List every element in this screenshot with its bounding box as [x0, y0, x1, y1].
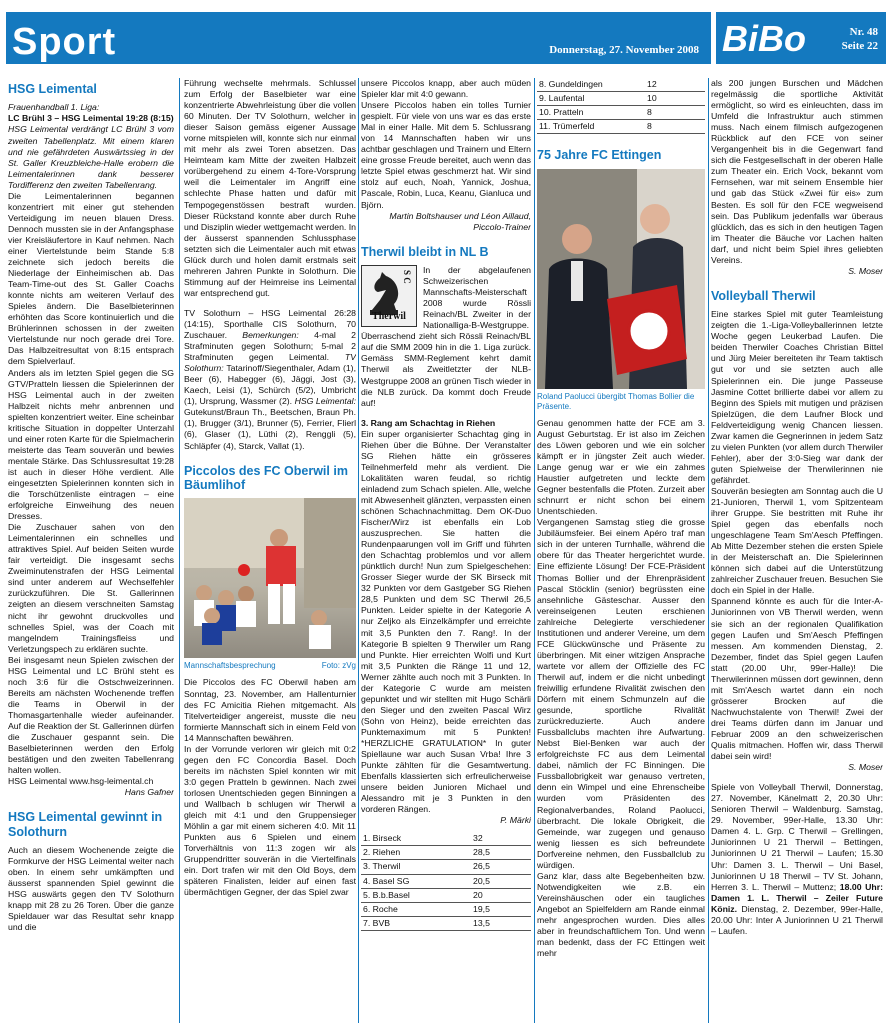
paragraph: Auch an diesem Wochenende zeigte die Formkurve der HSG Leimental weiter nach oben. In einem sehr umkämpften und äusserst spannenden Spiel gewinnt die HSG auswärts gegen den TV Solothurn knapp mit 28 zu 26 Toren. Über die ganze Spieldauer war das Resultat sehr knapp und die [8, 845, 174, 933]
club-link[interactable]: HSG Leimental www.hsg-leimental.ch [8, 776, 154, 787]
article-title-piccolos: Piccolos des FC Oberwil im Bäumlihof [184, 463, 348, 492]
paragraph: Bei insgesamt neun Spielen zwischen der HSG Leimental und LC Brühl steht es noch 3:6 für die Ostschweizerinnen. Bereits am nächsten Wochenende treffen die Teams in Oberwil in der Thomasgartenhalle wieder aufeinander. Auf die Reaktion der St. Gallerinnen dürfen die Zuschauer gespannt sein. Die Baselbieterinnen werden den Erfolg bestätigen und den zweiten Tabellenrang halten wollen. [8, 654, 174, 776]
paragraph: Genau genommen hatte der FCE am 3. August Geburtstag. Er ist also im Zeichen des Löwen geboren und wie ein solcher kämpft er in jüngster Zeit auch wieder. Lange genug war er wie ein zahmes Haustier aufgetreten und leckte dem Gegner bestenfalls die Pfoten. Zurzeit aber schnurrt er nicht schon bei einem Unentschieden. [537, 417, 705, 517]
article-title-volleyball: Volleyball Therwil [711, 288, 816, 303]
photo-caption: Roland Paolucci übergibt Thomas Bollier die Präsente. [537, 391, 695, 411]
paragraph: Die Zuschauer sahen von den Leimentalerinnen ein schnelles und attraktives Spiel. Auf beiden Seiten wurde fair verteidigt. Die insgesamt sechs Zweiminutenstrafen der HSG Leimental sind unter anderem auf Wechselfehler zurückzuführen. Die St. Gallerinnen zeigten an diesem verschneiten Samstag nicht ihr gewohnt druckvolles und schnelles Spiel, was der Coach mit mangelndem Trainingsfleiss und Verletzungspech zu erklären suchte. [8, 522, 174, 654]
page-number: Seite 22 [841, 39, 878, 52]
column-rule [179, 78, 180, 1023]
photo-credit: Foto: zVg [321, 661, 356, 671]
issue-number [842, 26, 878, 54]
paragraph: Die Piccolos des FC Oberwil haben am Sonntag, 23. November, am Hallenturnier des FC Amicitia Riehen mitgemacht. Als Titelverteidiger angereist, musste die neu formierte Mannschaft sich in einem Feld von 14 Mannschaften bewähren. [184, 677, 356, 743]
author: Hans Gafner [124, 787, 174, 798]
article-title-solothurn: HSG Leimental gewinnt in Solothurn [8, 810, 163, 839]
paragraph: Spannend könnte es auch für die Inter-A-Juniorinnen von VB Therwil werden, wenn sie sich an der regionalen Qualifikation gegen Laufen und Sm'Aesch Pfeffingen messen. Am kommenden Dienstag, 2. Dezember, findet das Spiel gegen Laufen statt (20.00 Uhr, 99er-Halle)! Die Therwilerinnen müssen dort gewinnen, denn mit Sm'Aesch wartet dann ein noch grösserer Brocken auf die Nachwuchstalente von Therwil! Zwei der drei Teams dürfen dann im Januar und Februar 2009 an den schweizerischen Qualis mitmachen. Hoffen wir, dass Therwil dabei sein wird! [711, 596, 883, 762]
photo-caption: Mannschaftsbesprechung [184, 661, 276, 671]
schedule-text: Spiele von Volleyball Therwil, Donnerstag, 27. November, Känelmatt 2, 20.30 Uhr: Senioren Therwil – Waldenburg. Samstag, 29. November, 99er-Halle, 13.30 Uhr: Damen 4. L. Grp. C Therwil – Grellingen, Juniorinnen U 21 Therwil – Bettingen, Juniorinnen U 21 Therwil – Laufen; 15.30 Uhr: Damen 3. L. Therwil – Uni Basel, Juniorinnen U 18 Therwil – TV St. Johann, Herren 3. L. Therwil – Muttenz; [711, 782, 883, 892]
team-points: 12 [645, 78, 705, 92]
team-name: 8. Gundeldingen [537, 78, 645, 92]
paragraph: In der Vorrunde verloren wir gleich mit 0:2 gegen den FC Concordia Basel. Doch bereits im nächsten Spiel konnten wir mit 3:0 gegen Pratteln b gewinnen. Nach zwei torlosen Unentschieden gegen Binningen a und Wallbach b schlugen wir Therwil a gleich mit 4:1 und den Gruppensieger Möhlin a gar mit einem sicheren 4:0. Mit 11 Punkten aus 6 Spielen und einem Torverhältnis von 11:3 zogen wir als Gruppendritter souverän in die Viertelfinals ein. Dort trafen wir mit den Old Boys, dem späteren Finalisten, leider auf einen fast übermächtigen Gegner, der das Spiel zwar [184, 743, 356, 898]
section-header [6, 12, 711, 64]
ranking-row [361, 888, 531, 902]
team-points: 10 [645, 92, 705, 106]
match-result: LC Brühl 3 – HSG Leimental 19:28 (8:15) [8, 113, 174, 124]
team-name: 10. Pratteln [537, 106, 645, 120]
photo-illustration [537, 169, 705, 389]
chess-article [361, 265, 531, 409]
signature: Martin Boltshauser und Léon Aillaud, Piccolo-Trainer [389, 210, 531, 232]
team-name: 2. Riehen [361, 846, 471, 860]
team-name: 9. Laufental [537, 92, 645, 106]
column-4 [537, 78, 705, 1023]
team-points: 28,5 [471, 846, 531, 860]
column-5 [711, 78, 883, 1023]
paragraph: Ein super organisierter Schachtag ging in Riehen über die Bühne. Der Veranstalter SG Riehen hätte ein grösseres Teilnehmerfeld mehr als verdient. Die Lokalitäten waren feudal, so richtig einladend zum Schach spielen. Alle, welche mit Abwesenheit glänzten, verpassten einen schönen Schachnachmittag. Dem OK-Duo Fischer/Wirz ist ebenfalls ein Lob auszusprechen. Sie hatten die Rundenpaarungen voll im Griff und führten den Schachtag problemlos und vor allem pünktlich durch! Nun zum Spielgeschehen: Grosser Sieger wurde der SK Birseck mit 32 Punkten vor dem Gastgeber SG Riehen 28,5 Punkten und dem SC Therwil 26,5 Punkten. Leider spielte in der Kategorie A nur Zeljko als Einzelkämpfer und erreichte mit 3,5 Punkten den 7. Rang!. In der Kategorie B spielten 9 Therwiler um Rang und Punkte. Hier erreichten Wolfi und Kurt mit 3,5 Punkten die Ränge 11 und 12, Werner zählte auch noch mit 3 Punkten. In der Kategorie C wurde am meisten gepunktet und wir stellten mit Hugo Schärli den Sieger und den zweiten Pascal Wirz (Sohn von Heinz), beide erreichten das Punktemaximum mit 5 Punkten! *HERZLICHE GRATULATION* In guter Spiellaune war auch Susan Vrba! Ihre 3 Punkte zählten für die Gesamtwertung. Ebenfalls klassierten sich erfreulicherweise unsere beiden Junioren Michael und Alessandro mit je 3 Punkten in den vorderen Rängen. [361, 428, 531, 815]
label-team-a: TV Solothurn: [184, 352, 356, 374]
bibo-logo: BiBo [722, 18, 806, 59]
subheading: 3. Rang am Schachtag in Riehen [361, 417, 496, 428]
remarks-text: 4-mal 2 Strafminuten gegen Solothurn; 5-mal 2 Strafminuten gegen Leimental. [184, 330, 356, 363]
paragraph: Die Leimentalerinnen begannen konzentriert mit einer gut stehenden Verteidigung im neuen blauen Dress. Dennoch mussten sie in der Anfangsphase vier Kreisläufertore in Kauf nehmen. Nach einer Viertelstunde beim Stande 5:8 zeichnete sich jedoch bereits die Niederlage der Einheimischen ab. Das Team-Time-out des St. Galler Coachs konnte nichts am weiteren Verlauf des Spieles ändern. Die Baselbieterinnen erhöhten das Score kontinuierlich und die Brühlerinnen schossen in der zweiten Viertelstunde nur noch gerade drei Tore. Das Halbzeitresultat von 8:15 entsprach dem Spielverlauf. [8, 190, 174, 367]
column-1 [8, 78, 174, 1023]
issue-nr: Nr. 48 [849, 26, 878, 38]
ranking-row [361, 846, 531, 860]
team-name: 3. Therwil [361, 860, 471, 874]
column-rule [534, 78, 535, 1023]
article-lead: HSG Leimental verdrängt LC Brühl 3 vom zweiten Tabellenplatz. Mit einem klaren und nie gefährdeten Auswärtssieg in der St. Galler Kreuzbleiche-Halle erobern die Leimentalerinnen dank besserer Tordifferenz den zweiten Tabellenrang. [8, 124, 174, 190]
paragraph: Unsere Piccolos haben ein tolles Turnier gespielt. Für viele von uns war es das erste Mal in einer Halle. Mit dem 5. Schlussrang von 14 Mannschaften haben wir uns achtbar geschlagen und Trainern und Eltern eine grosse Freude bereitet, auch wenn das letzte Spiel etwas geschmerzt hat. Wir sind stolz auf euch, Noah, Yannick, Joshua, Pascale, Robin, Luca, Keanu, Gianluca und Björn. [361, 100, 531, 210]
photo-caption-row [537, 392, 705, 412]
team-name: 5. B.b.Basel [361, 888, 471, 902]
article-title-therwil: Therwil bleibt in NL B [361, 244, 489, 259]
paragraph: Führung wechselte mehrmals. Schlussel zum Erfolg der Baselbieter war eine konzentrierte Abwehrleistung über die vollen 60 Minuten. Der TV Solothurn, welcher in dieser Saison gemäss eigener Aussage vorne mitspielen will, konnte sich nur einmal mit mehr als zwei Toren absetzen. Das Heimteam kam Mitte der zweiten Halbzeit vorübergehend zu einem 4-Tore-Vorsprung weil die Leimentaler im Angriff eine schlechte Phase hatten und dafür mit Tempogegenstössen bestraft wurden. Dieser Rückstand konnte aber durch Ruhe und Disziplin wieder wettgemacht werden. In der äusserst spannenden Schlussphase setzten sich die Leimentaler auch mit etwas Glück durch und holen damit erstmals seit mehreren Jahren Punkte in Solothurn. Die Stimmung auf der Heimreise ins Leimental war entsprechend gut. [184, 78, 356, 298]
paragraph: Souverän besiegten am Sonntag auch die U 21-Junioren, Therwil 1, vom Spitzenteam ihrer Gruppe. Sie bestritten mit Ruhe ihr Spiel gegen das ebenfalls noch ungeschlagene Team Sm'Aesch Pfeffingen. Ab Mitte Dezember stehen die ersten Spiele in der Meisterschaft an. Die Spielerinnen können sich dabei auf die Unterstützung zahlreicher Zuschauer freuen. Besuchen Sie doch ein Spiel in der Halle. [711, 485, 883, 596]
team-name: 4. Basel SG [361, 874, 471, 888]
column-rule [708, 78, 709, 1023]
chess-club-logo [361, 265, 417, 327]
column-3 [361, 78, 531, 1023]
paragraph: In der abgelaufenen Schweizerischen Mannschafts-Meisterschaft 2008 wurde Rössli Reinach/BL Zweiter in der Nationalliga-B-Westgruppe. Überraschend zieht sich Rössli Reinach/BL auf die SMM 2009 hin in die 1. Liga zurück. Gemäss SMM-Reglement kehrt damit Therwil als Zweitletzter der NLB-Westgruppe 2008 an grünen Tisch wieder in die NLB zurück. Da kommt doch Freude auf! [361, 265, 531, 408]
team-name: 11. Trümerfeld [537, 120, 645, 134]
schedule [711, 782, 883, 937]
lineup-b: Gutekunst/Braun Th., Beetschen, Braun Ph. (1), Brugger (3/1), Brunner (5), Ferrier, Flierl (6), Glaser (1), Lüthi (2), Renggli (5), Schläpfer (4), Starck, Vallat (1). [184, 407, 356, 451]
schedule-highlight: 18.00 Uhr: Damen 1. L. Therwil – Zeiler Future Köniz. [711, 881, 883, 914]
ranking-row [537, 106, 705, 120]
team-points: 19,5 [471, 902, 531, 916]
ranking-row [361, 916, 531, 930]
team-name: 1. Birseck [361, 832, 471, 846]
team-name: 6. Roche [361, 902, 471, 916]
author: P. Märki [500, 815, 531, 826]
schedule-text-end: Dienstag, 2. Dezember, 99er-Halle, 20.00 Uhr: Inter A Juniorinnen U 21 Therwil – Laufen. [711, 903, 883, 936]
ranking-table-continued [537, 78, 705, 134]
ranking-row [361, 902, 531, 916]
ranking-row [537, 120, 705, 134]
logo-letters: S C [402, 270, 412, 284]
anniversary-photo [537, 169, 705, 389]
paragraph: Anders als im letzten Spiel gegen die SG GTV/Pratteln liessen die Spielerinnen der HSG Leimental auch in der zweiten Halbzeit nichts mehr anbrennen und spielten konzentriert weiter. Eine scheinbar kritische Situation in doppelter Unterzahl und einer roten Karte für die Spielmacherin meisterte das Team souverän und bewies mentale Stärke. Das Schlussresultat 19:28 ist auch in dieser Höhe verdient. Alle eingesetzten Spielerinnen konnten sich in die Torschützenliste eintragen – eine erfolgreiche Einweihung des neuen Dresses. [8, 367, 174, 522]
author: S. Moser [848, 265, 883, 276]
section-title: Sport [12, 21, 117, 63]
label-remarks: Bemerkungen: [242, 330, 299, 341]
ranking-row [537, 92, 705, 106]
ranking-row [537, 78, 705, 92]
paragraph: als 200 jungen Burschen und Mädchen regelmässig die sportliche Aktivität ermöglicht, so wird es einleuchten, dass im Umfeld die Infrastruktur auch stimmen muss. Nach einem filmisch aufgezogenen Rückblick auf den FCE von seiner Vergangenheit bis in die Gegenwart fand sich die Festgesellschaft in der oberen Halle zum Theater ein. Erich Vock, bekannt vom Fernsehen, war mit seinem Ensemble hier und gab das Stück «Zwei für eis» zum Besten. Es soll für den FCE wegweisend sein. Das Publikum jedenfalls war überaus glücklich, das es sich in den heutigen Tagen im Theater die Bäuche vor Lachen halten darf, und nicht beim Spiel ihres geliebten Vereins. [711, 78, 883, 265]
team-points: 8 [645, 120, 705, 134]
team-points: 32 [471, 832, 531, 846]
ranking-row [361, 874, 531, 888]
team-points: 13,5 [471, 916, 531, 930]
ranking-row [361, 832, 531, 846]
lineup-a: Tatarinoff/Siegenthaler, Adam (1), Beer (6), Habegger (6), Jäggi, Jost (3), Kaech, Leisi (1), Schürch (5/2), Umbricht (1), Ursprung, Wassmer (2). [184, 363, 356, 407]
team-points: 20,5 [471, 874, 531, 888]
paragraph: unsere Piccolos knapp, aber auch müden Spieler klar mit 4:0 gewann. [361, 78, 531, 100]
masthead [716, 12, 886, 64]
author: S. Moser [848, 762, 883, 773]
ranking-table [361, 832, 531, 930]
match-details [184, 308, 356, 452]
photo-illustration [184, 498, 356, 658]
team-points: 8 [645, 106, 705, 120]
paragraph: Ganz klar, dass alte Begebenheiten bzw. Notwendigkeiten wie z.B. ein Vereinshäuschen oder ein taugliches Angebot an Spielfeldern am Rande einmal mehr angesprochen wurden. Dies alles aber in freundschaftlichem Ton. Und wenn man bedenkt, dass der FC Ettingen weit mehr [537, 870, 705, 959]
photo-caption-row [184, 661, 356, 671]
article-title-ettingen: 75 Jahre FC Ettingen [537, 148, 662, 163]
paragraph: Vergangenen Samstag stieg die grosse Jubiläumsfeier. Bei einem Apéro traf man sich in der unteren Turnhalle, während die obere für das Theater hergerichtet wurde. Eine effiziente Lösung! Der FCE-Präsident Thomas Bollier und der Ehrenpräsident Pascal Stöcklin (senior) begrüssten eine ansehnliche Gästeschar. Ausser den vereinseigenen Leuten erschienen zahlreiche Delegierte verschiedener Institutionen und anderer Vereine, um dem FCE Glückwünsche und Präsente zu überbringen. Mit einer witzigen Ansprache wartete vor allem der Offizielle des FC Therwil auf, indem er die nicht unbedingt freiwillig erfundene Rivalität zwischen den Dörfern mit einem Schmunzeln auf die gesunde, sportliche Rivalität zurückreduzierte. Auch andere Fussballclubs machten ihre Aufwartung. Nebst Biel-Benken war auch der erfolgreichste FC aus dem Leimental dabei, nämlich der FC Binningen. Die Fussballobrigkeit war genauso vertreten, denn ein Wimpel und eine Ehrenscheibe wurden vom Präsidenten des Regionalverbandes, Roland Paolucci, überbracht. Die lokale Obrigkeit, die Gemeinde, war zugegen und genauso wenig liessen es sich befreundete Dorfvereine nehmen, den Fussballclub zu würdigen. [537, 517, 705, 870]
column-rule [358, 78, 359, 1023]
team-name: 7. BVB [361, 916, 471, 930]
team-photo [184, 498, 356, 658]
team-points: 26,5 [471, 860, 531, 874]
issue-date: Donnerstag, 27. November 2008 [549, 44, 699, 56]
match-score: TV Solothurn – HSG Leimental 26:28 (14:15), Sporthalle CIS Solothurn, 70 Zuschauer. [184, 307, 356, 341]
article-subtitle: Frauenhandball 1. Liga: [8, 102, 100, 113]
team-points: 20 [471, 888, 531, 902]
column-2 [184, 78, 356, 1023]
article-title-hsg: HSG Leimental [8, 82, 97, 96]
ranking-row [361, 860, 531, 874]
logo-text: Therwil [372, 311, 406, 323]
label-team-b: HSG Leimental: [294, 396, 356, 407]
paragraph: Eine starkes Spiel mit guter Teamleistung zeigten die 1.-Liga-Volleyballerinnen letzte Woche gegen Leukerbad Laufen. Die beiden Therwiler Coaches Christian Bittel und Jürg Meier bereiteten ihr Team taktisch gut vor und sie setzten auch alle Spielerinnen ein. Die junge Passeuse Jasmine Cottet brillierte dabei vor allem zu Beginn des Spiels mit mutigen und präzisen Spielzügen, die dem Laufner Block und Feldverteidigung wenig Chancen liessen. Zwar kamen die Gegnerinnen in jedem Satz zu vielen Punkten (vor allem durch Therwiler Fehler), aber der 3:0-Sieg war dank der guten Spielweise der Therwilerinnen nie gefährdet. [711, 309, 883, 485]
